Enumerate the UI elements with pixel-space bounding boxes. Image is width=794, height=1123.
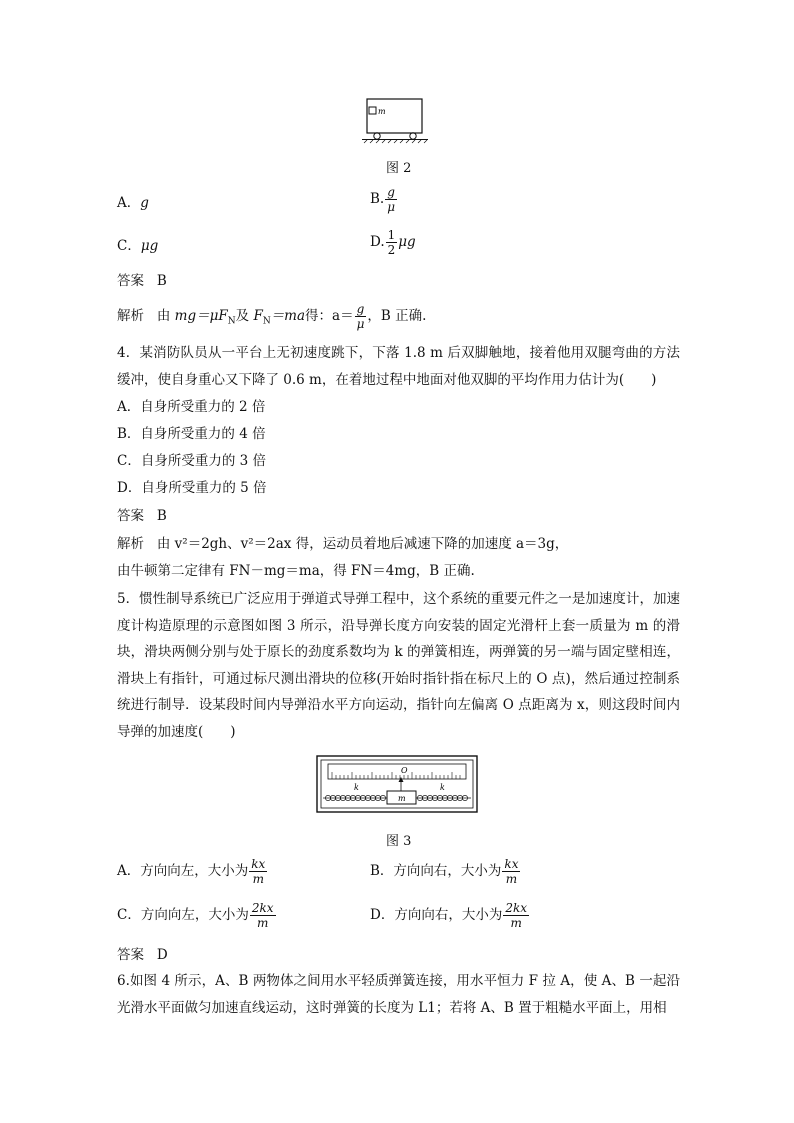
- q5-option-d: D．方向向右，大小为 $\frac{2kx}{m}$: [370, 901, 528, 930]
- q5-option-c: C．方向向左，大小为 $\frac{2kx}{m}$: [117, 901, 274, 930]
- q5-option-b: B．方向向右，大小为 $\frac{kx}{m}$: [370, 857, 519, 886]
- q4-answer: 答案 B: [117, 508, 167, 524]
- figure-2-caption: 图 2: [386, 161, 412, 176]
- mass-label: m: [378, 107, 386, 116]
- q4-analysis-line1: 解析 由 v²＝2gh、v²＝2ax 得，运动员着地后减速下降的加速度 a＝3g，: [117, 536, 569, 552]
- slider-mass-label: m: [398, 794, 406, 803]
- q3-option-a: A．g: [117, 195, 149, 211]
- q3-option-c: C．μg: [117, 238, 159, 254]
- q5-answer: 答案 D: [117, 947, 168, 963]
- q5-stem: 5．惯性制导系统已广泛应用于弹道式导弹工程中，这个系统的重要元件之一是加速度计，加速度计构造原理的示意图如图 3 所示，沿导弹长度方向安装的固定光滑杆上套一质量为 m 的滑块，滑块两侧分别与处于原长的劲度系数均为 k 的弹簧相连，两弹簧的另一端与固定壁相连，滑块上有指针，可通过标尺测出滑块的位移(开始时指针指在标尺上的 O 点)，然后通过控制系统进行制导．设某段时间内导弹沿水平方向运动，指针向左偏离 O 点距离为 x，则这段时间内导弹的加速度( ): [117, 591, 680, 740]
- spring-right-label: k: [440, 783, 445, 792]
- q3-option-d: D. $\frac{1}{2}$ μg: [370, 228, 416, 257]
- origin-label: O: [401, 766, 408, 775]
- q4-option-d: D．自身所受重力的 5 倍: [117, 480, 267, 496]
- q4-option-c: C．自身所受重力的 3 倍: [117, 453, 267, 469]
- spring-left-label: k: [354, 783, 359, 792]
- q3-answer: 答案 B: [117, 273, 167, 289]
- cart-diagram: [362, 95, 432, 145]
- q5-option-a: A．方向向左，大小为 $\frac{kx}{m}$: [117, 857, 266, 886]
- accelerometer-diagram: [316, 755, 478, 813]
- q3-option-b: B. $\frac{g}{\mu}$: [370, 185, 396, 214]
- q4-stem: 4．某消防队员从一平台上无初速度跳下，下落 1.8 m 后双脚触地，接着他用双腿弯曲的方法缓冲，使自身重心又下降了 0.6 m，在着地过程中地面对他双脚的平均作用力估计为( ): [117, 345, 680, 388]
- figure-3: [316, 755, 478, 813]
- q4-option-b: B．自身所受重力的 4 倍: [117, 426, 266, 442]
- q4-option-a: A．自身所受重力的 2 倍: [117, 399, 266, 415]
- q6-stem: 6.如图 4 所示，A、B 两物体之间用水平轻质弹簧连接，用水平恒力 F 拉 A，使 A、B 一起沿光滑水平面做匀加速直线运动，这时弹簧的长度为 L1；若将 A、B 置于粗糙水平面上，用相: [117, 973, 680, 1016]
- figure-2: [362, 95, 432, 145]
- figure-3-caption: 图 3: [386, 834, 412, 849]
- q4-analysis-line2: 由牛顿第二定律有 FN－mg＝ma，得 FN＝4mg，B 正确.: [117, 563, 475, 579]
- q3-analysis: 解析 由 $mg=\mu F_N$及 $F_N=ma$得：a＝ $\frac{g}{\mu}$ ，B 正确.: [117, 302, 427, 331]
